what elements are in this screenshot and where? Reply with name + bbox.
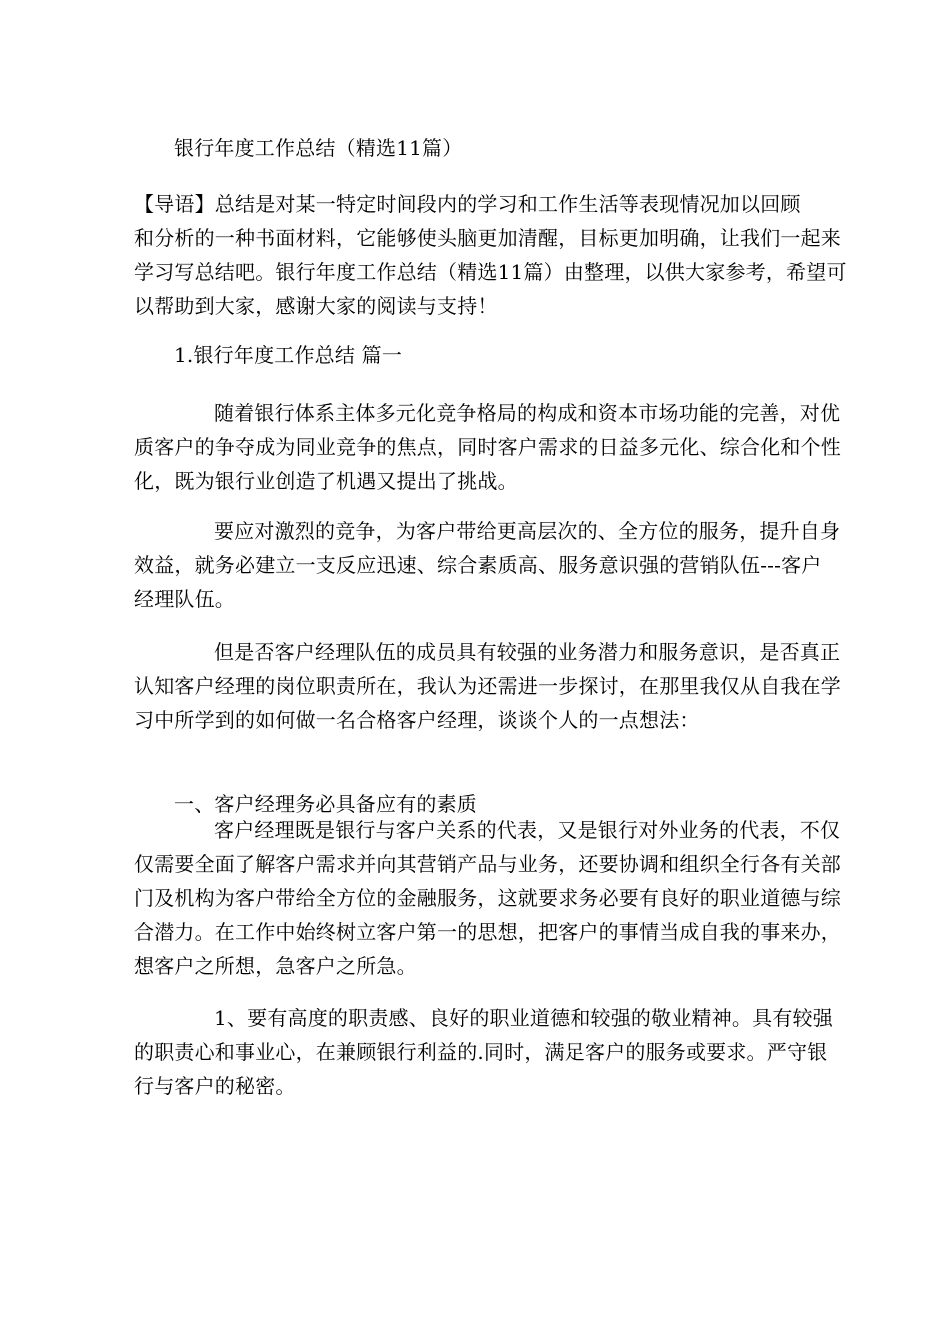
section-heading bbox=[174, 338, 402, 372]
paragraph-line: 习中所学到的如何做一名合格客户经理，谈谈个人的一点想法： bbox=[134, 708, 700, 732]
section-heading-text: 1.银行年度工作总结 篇一 bbox=[174, 343, 403, 367]
paragraph-line: 1、要有高度的职责感、良好的职业道德和较强的敬业精神。具有较强 bbox=[214, 1006, 833, 1030]
paragraph-2 bbox=[134, 514, 840, 616]
paragraph-line: 但是否客户经理队伍的成员具有较强的业务潜力和服务意识，是否真正 bbox=[214, 640, 841, 664]
paragraph-line: 要应对激烈的竞争，为客户带给更高层次的、全方位的服务，提升自身 bbox=[214, 519, 841, 543]
paragraph-line: 随着银行体系主体多元化竞争格局的构成和资本市场功能的完善，对优 bbox=[214, 401, 841, 425]
paragraph-line: 认知客户经理的岗位职责所在，我认为还需进一步探讨，在那里我仅从自我在学 bbox=[134, 674, 841, 698]
document-title bbox=[174, 131, 462, 165]
paragraph-5 bbox=[134, 1001, 833, 1103]
intro-paragraph bbox=[134, 187, 847, 323]
intro-line: 【导语】总结是对某一特定时间段内的学习和工作生活等表现情况加以回顾 bbox=[134, 192, 801, 216]
paragraph-line: 化，既为银行业创造了机遇又提出了挑战。 bbox=[134, 469, 518, 493]
paragraph-line: 效益，就务必建立一支反应迅速、综合素质高、服务意识强的营销队伍---客户 bbox=[134, 553, 822, 577]
subheading-text: 一、客户经理务必具备应有的素质 bbox=[174, 792, 477, 816]
intro-line: 以帮助到大家，感谢大家的阅读与支持！ bbox=[134, 294, 498, 318]
intro-line: 学习写总结吧。银行年度工作总结（精选11篇）由整理，以供大家参考，希望可 bbox=[134, 260, 847, 284]
paragraph-line: 合潜力。在工作中始终树立客户第一的思想，把客户的事情当成自我的事来办， bbox=[134, 920, 841, 944]
paragraph-3 bbox=[134, 635, 841, 737]
paragraph-line: 仅需要全面了解客户需求并向其营销产品与业务，还要协调和组织全行各有关部 bbox=[134, 852, 841, 876]
paragraph-line: 经理队伍。 bbox=[134, 587, 235, 611]
paragraph-line: 行与客户的秘密。 bbox=[134, 1074, 296, 1098]
document-title-text: 银行年度工作总结（精选11篇） bbox=[174, 136, 463, 160]
paragraph-line: 门及机构为客户带给全方位的金融服务，这就要求务必要有良好的职业道德与综 bbox=[134, 886, 841, 910]
intro-line: 和分析的一种书面材料，它能够使头脑更加清醒，目标更加明确，让我们一起来 bbox=[134, 226, 841, 250]
paragraph-4 bbox=[134, 813, 841, 983]
paragraph-line: 质客户的争夺成为同业竞争的焦点，同时客户需求的日益多元化、综合化和个性 bbox=[134, 435, 841, 459]
paragraph-1 bbox=[134, 396, 841, 498]
paragraph-line: 的职责心和事业心，在兼顾银行利益的.同时，满足客户的服务或要求。严守银 bbox=[134, 1040, 828, 1064]
paragraph-line: 客户经理既是银行与客户关系的代表，又是银行对外业务的代表，不仅 bbox=[214, 818, 841, 842]
paragraph-line: 想客户之所想，急客户之所急。 bbox=[134, 954, 417, 978]
